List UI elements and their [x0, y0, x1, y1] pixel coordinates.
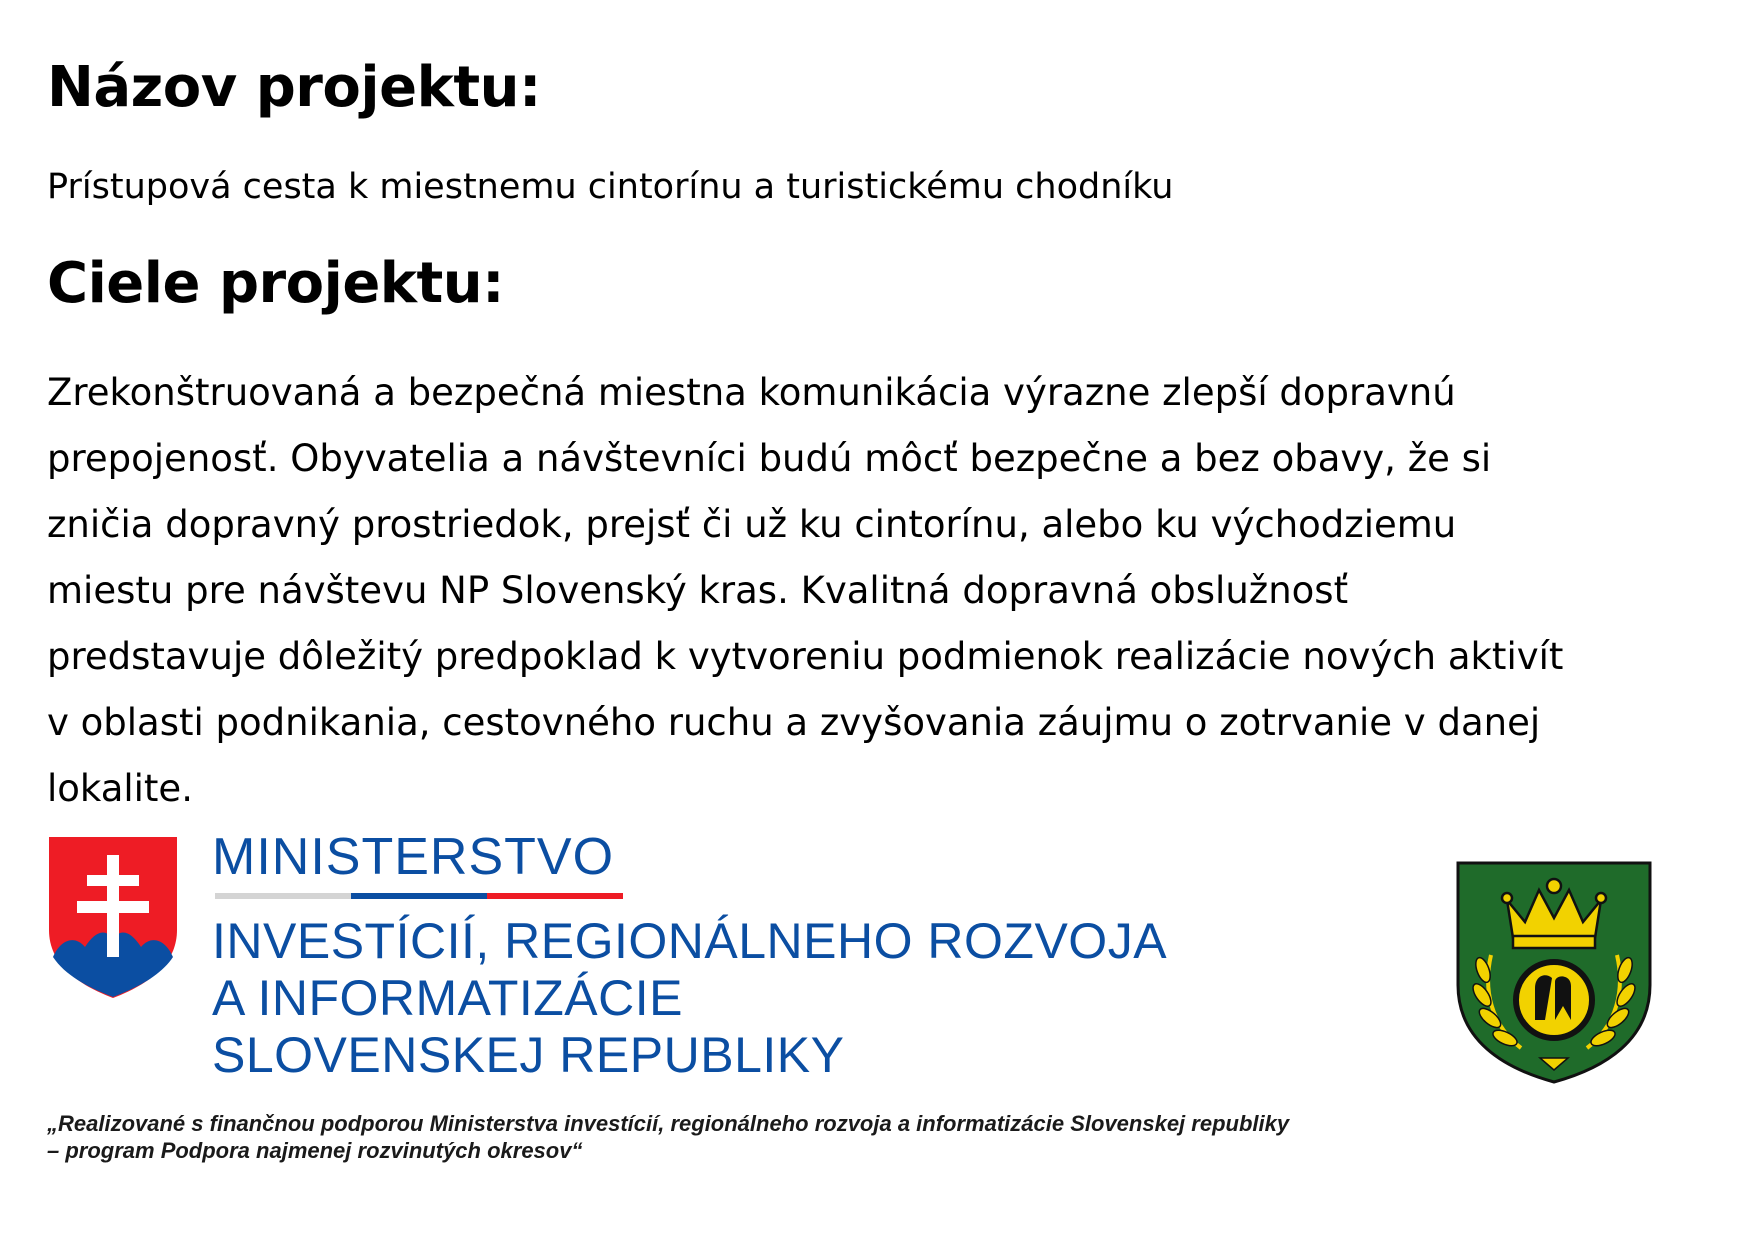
project-goals-heading: Ciele projektu:: [47, 251, 505, 316]
goals-line: prepojenosť. Obyvatelia a návštevníci budú môcť bezpečne a bez obavy, že si: [47, 437, 1492, 480]
ministry-title: MINISTERSTVO: [212, 828, 615, 886]
project-name: Prístupová cesta k miestnemu cintorínu a turistickému chodníku: [47, 167, 1174, 207]
funding-footnote: [47, 1110, 1289, 1164]
goals-line: miestu pre návštevu NP Slovenský kras. Kvalitná dopravná obslužnosť: [47, 569, 1349, 612]
project-goals-text: [47, 360, 1727, 822]
village-coat-of-arms-icon: [1455, 860, 1653, 1085]
goals-line: v oblasti podnikania, cestovného ruchu a zvyšovania záujmu o zotrvanie v danej: [47, 701, 1541, 744]
project-name-heading: Názov projektu:: [47, 55, 541, 120]
goals-line: zničia dopravný prostriedok, prejsť či už ku cintorínu, alebo ku východziemu: [47, 503, 1457, 546]
ministry-logo: [47, 828, 1197, 1090]
ministry-tricolor-bar: [215, 893, 623, 899]
ministry-name-line: SLOVENSKEJ REPUBLIKY: [212, 1027, 845, 1083]
ministry-name-line: INVESTÍCIÍ, REGIONÁLNEHO ROZVOJA: [212, 913, 1168, 969]
ministry-name: [212, 913, 1167, 1084]
footnote-line: „Realizované s finančnou podporou Ministerstva investícií, regionálneho rozvoja a informatizácie Slovenskej republiky: [47, 1111, 1290, 1136]
footnote-line: – program Podpora najmenej rozvinutých okresov“: [47, 1138, 583, 1163]
goals-line: predstavuje dôležitý predpoklad k vytvoreniu podmienok realizácie nových aktivít: [47, 635, 1564, 678]
slovak-coat-of-arms-icon: [47, 835, 179, 1000]
goals-line: Zrekonštruovaná a bezpečná miestna komunikácia výrazne zlepší dopravnú: [47, 371, 1456, 414]
ministry-name-line: A INFORMATIZÁCIE: [212, 970, 683, 1026]
goals-line: lokalite.: [47, 767, 193, 810]
